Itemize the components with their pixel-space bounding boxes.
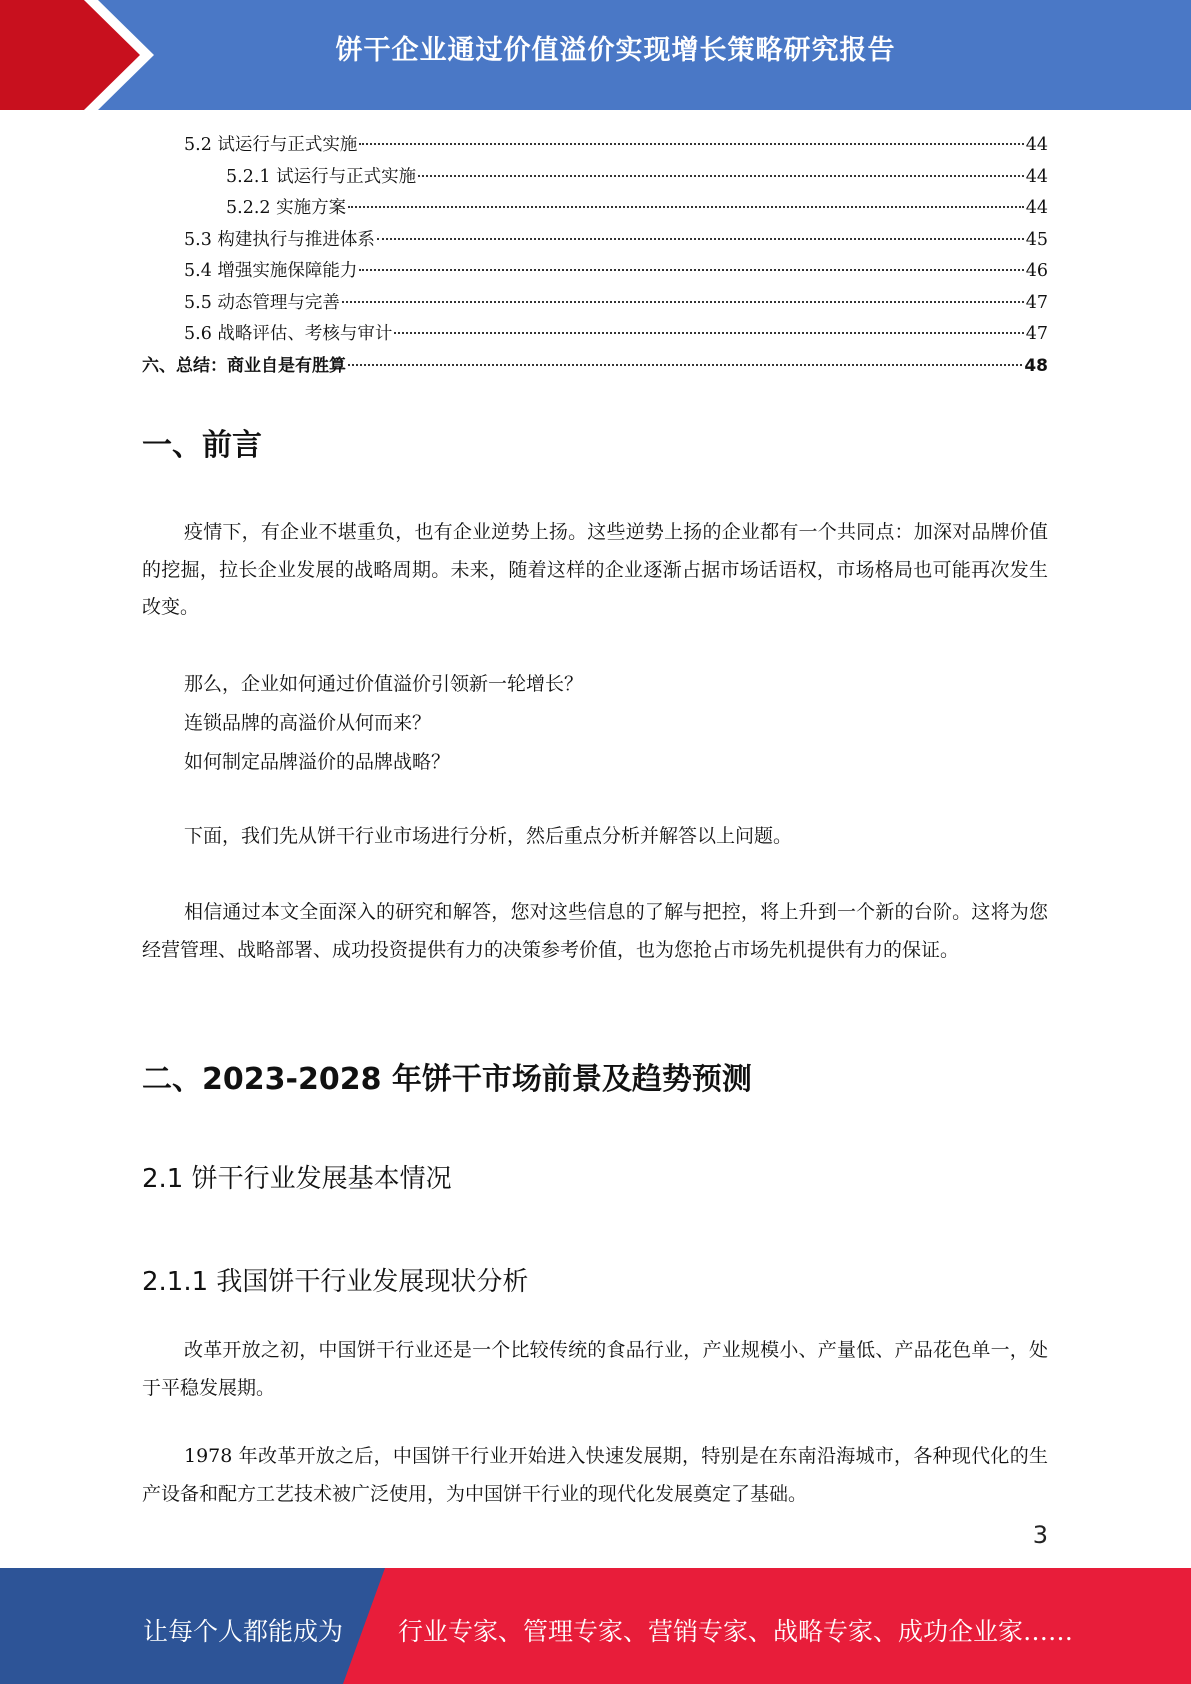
toc-leader-dots [359, 269, 1023, 271]
page-number: 3 [1032, 1521, 1048, 1549]
section-heading-market: 二、2023-2028 年饼干市场前景及趋势预测 [142, 1062, 752, 1097]
toc-item-label: 5.3 构建执行与推进体系 [184, 229, 375, 250]
toc-item-page: 44 [1025, 166, 1048, 187]
header-banner [0, 0, 1191, 110]
report-title: 饼干企业通过价值溢价实现增长策略研究报告 [335, 35, 896, 66]
question-line-1: 那么，企业如何通过价值溢价引领新一轮增长？ [184, 673, 584, 695]
toc-item-label: 5.4 增强实施保障能力 [184, 261, 358, 281]
toc-item[interactable] [142, 130, 1048, 162]
toc-item-page: 47 [1025, 324, 1048, 344]
question-line-3: 如何制定品牌溢价的品牌战略？ [184, 751, 451, 773]
toc-item-page: 44 [1025, 135, 1048, 155]
toc-leader-dots [342, 301, 1024, 303]
toc-item[interactable] [142, 319, 1048, 351]
toc-item-label: 5.5 动态管理与完善 [184, 292, 340, 313]
toc-leader-dots [348, 206, 1024, 208]
footer-slogan-left: 让每个人都能成为 [143, 1617, 344, 1646]
toc-leader-dots [348, 364, 1022, 366]
toc-item[interactable] [142, 351, 1048, 383]
toc-leader-dots [418, 175, 1024, 177]
toc-leader-dots [377, 238, 1024, 240]
toc-item-page: 46 [1025, 261, 1048, 281]
toc-leader-dots [394, 332, 1023, 334]
toc-item-label: 5.2 试运行与正式实施 [184, 135, 358, 155]
subsection-heading-2-1: 2.1 饼干行业发展基本情况 [142, 1164, 452, 1194]
section-heading-preface: 一、前言 [142, 428, 262, 463]
preface-paragraph-2: 下面，我们先从饼干行业市场进行分析，然后重点分析并解答以上问题。 [184, 825, 793, 847]
preface-paragraph-3: 相信通过本文全面深入的研究和解答，您对这些信息的了解与把控，将上升到一个新的台阶。这将为您经营管理、战略部署、成功投资提供有力的决策参考价值，也为您抢占市场先机提供有力的保证。 [142, 901, 1048, 961]
preface-paragraph-1: 疫情下，有企业不堪重负，也有企业逆势上扬。这些逆势上扬的企业都有一个共同点：加深对品牌价值的挖掘，拉长企业发展的战略周期。未来，随着这样的企业逐渐占据市场话语权，市场格局也可能再次发生改变。 [142, 521, 1048, 618]
question-line-2: 连锁品牌的高溢价从何而来？ [184, 712, 432, 734]
toc-item-label: 5.2.1 试运行与正式实施 [226, 166, 417, 187]
table-of-contents [142, 130, 1048, 382]
toc-item[interactable] [142, 288, 1048, 320]
toc-item-label: 5.2.2 实施方案 [226, 198, 347, 218]
toc-item[interactable] [142, 193, 1048, 225]
toc-leader-dots [359, 143, 1023, 145]
toc-item[interactable] [142, 225, 1048, 257]
footer-slogan-right: 行业专家、管理专家、营销专家、战略专家、成功企业家…… [398, 1617, 1074, 1646]
body-paragraph-2: 1978 年改革开放之后，中国饼干行业开始进入快速发展期，特别是在东南沿海城市，各种现代化的生产设备和配方工艺技术被广泛使用，为中国饼干行业的现代化发展奠定了基础。 [142, 1445, 1048, 1505]
toc-item-label: 六、总结：商业自是有胜算 [142, 355, 346, 376]
toc-item-page: 48 [1024, 355, 1048, 376]
toc-item-page: 45 [1025, 229, 1048, 250]
body-paragraph-1: 改革开放之初，中国饼干行业还是一个比较传统的食品行业，产业规模小、产量低、产品花色单一，处于平稳发展期。 [142, 1339, 1048, 1399]
subsection-heading-2-1-1: 2.1.1 我国饼干行业发展现状分析 [142, 1267, 529, 1297]
footer-banner [0, 1568, 1191, 1684]
toc-item-page: 44 [1025, 198, 1048, 218]
toc-item[interactable] [142, 256, 1048, 288]
toc-item-page: 47 [1025, 292, 1048, 313]
toc-item-label: 5.6 战略评估、考核与审计 [184, 324, 393, 344]
toc-item[interactable] [142, 162, 1048, 194]
